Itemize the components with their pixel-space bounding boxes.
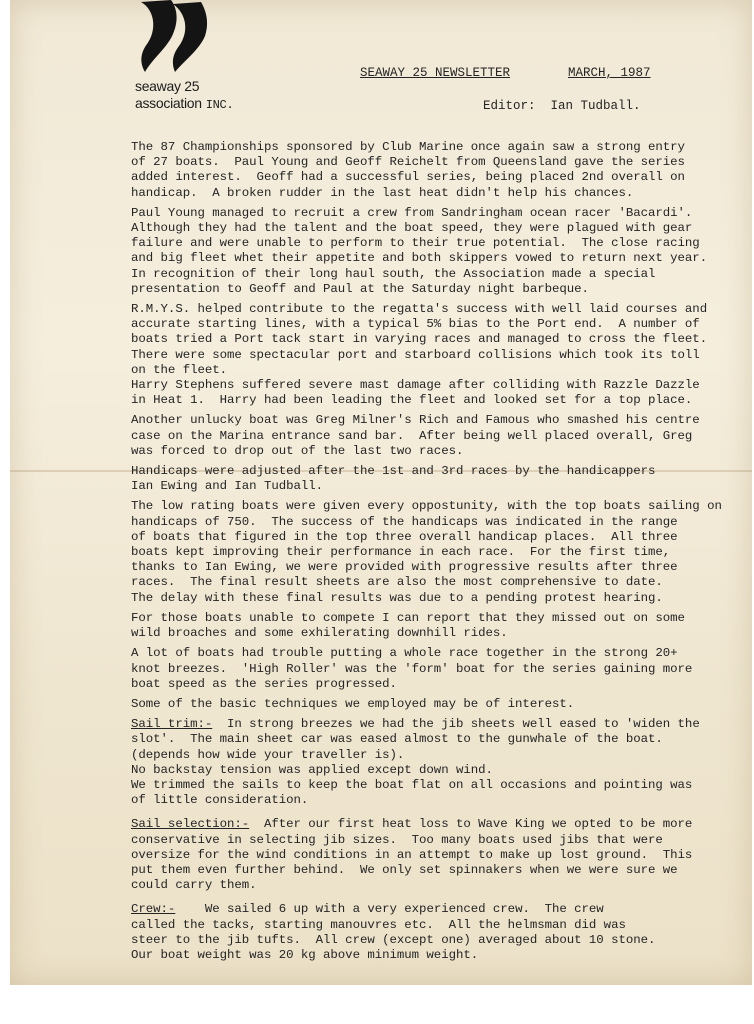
text-line: For those boats unable to compete I can report that they missed out on some [131,610,685,625]
section-text: After our first heat loss to Wave King we opted to be more [249,817,693,832]
text-line: and big fleet whet their appetite and both skippers vowed to return next year. [131,251,708,266]
newsletter-date: MARCH, 1987 [568,66,651,80]
paragraph [131,140,743,201]
text-line: R.M.Y.S. helped contribute to the regatta's success with well laid courses and [131,302,708,317]
section-heading: Sail selection:- [131,817,250,832]
text-line [131,817,743,832]
text-line: handicaps of 750. The success of the handicaps was indicated in the range [131,514,678,529]
text-line: boat speed as the series progressed. [131,676,397,691]
text-line: We trimmed the sails to keep the boat flat on all occasions and pointing was [131,777,693,792]
text-line: A lot of boats had trouble putting a whole race together in the strong 20+ [131,646,678,661]
text-line: conservative in selecting jib sizes. Too many boats used jibs that were [131,832,663,847]
text-line: of 27 boats. Paul Young and Geoff Reichelt from Queensland gave the series [131,155,685,170]
text-line: There were some spectacular port and starboard collisions which took its toll [131,347,700,362]
text-line: presentation to Geoff and Paul at the Saturday night barbeque. [131,281,589,296]
editor-label: Editor: [483,99,536,113]
text-line: case on the Marina entrance sand bar. After being well placed overall, Greg [131,428,693,443]
paragraph [131,302,743,408]
text-line: knot breezes. 'High Roller' was the 'form' boat for the series gaining more [131,661,693,676]
paragraph [131,413,743,459]
technique-section [131,717,743,808]
text-line: wild broaches and some exhilerating downhill rides. [131,626,508,641]
text-line: Another unlucky boat was Greg Milner's Rich and Famous who smashed his centre [131,413,700,428]
paragraph [131,611,743,641]
logo-line-2: association [135,95,202,111]
newsletter-title: SEAWAY 25 NEWSLETTER [360,66,511,80]
text-line: handicap. A broken rudder in the last heat didn't help his chances. [131,185,634,200]
text-line: could carry them. [131,878,257,893]
text-line: thanks to Ian Ewing, we were provided with progressive results after three [131,560,678,575]
text-line [131,717,743,732]
technique-section [131,817,743,893]
text-line: Ian Ewing and Ian Tudball. [131,479,324,494]
text-line: Handicaps were adjusted after the 1st and 3rd races by the handicappers [131,464,656,479]
section-heading: Sail trim:- [131,717,213,732]
paragraph [131,464,743,494]
text-line: Paul Young managed to recruit a crew from Sandringham ocean racer 'Bacardi'. [131,205,693,220]
logo-inc: INC. [205,98,234,112]
section-text: We sailed 6 up with a very experienced crew. The crew [175,902,604,917]
logo-line-1: seaway 25 [135,78,200,94]
text-line: (depends how wide your traveller is). [131,747,405,762]
text-line: of boats that figured in the top three overall handicap places. All three [131,529,678,544]
article-body [131,140,743,972]
text-line: boats kept improving their performance in each race. For the first time, [131,545,671,560]
text-line: The delay with these final results was due to a pending protest hearing. [131,590,663,605]
text-line: Some of the basic techniques we employed may be of interest. [131,696,575,711]
section-heading: Crew:- [131,902,176,917]
text-line: oversize for the wind conditions in an attempt to make up lost ground. This [131,847,693,862]
seaway-logo-icon [133,0,213,80]
text-line: in Heat 1. Harry had been leading the fleet and looked set for a top place. [131,393,693,408]
editor-line [483,99,641,113]
text-line: of little consideration. [131,793,309,808]
paragraph [131,646,743,692]
text-line: failure and were unable to perform to their true potential. The close racing [131,236,700,251]
text-line: added interest. Geoff had a successful series, being placed 2nd overall on [131,170,685,185]
text-line: No backstay tension was applied except down wind. [131,762,493,777]
text-line: The 87 Championships sponsored by Club Marine once again saw a strong entry [131,140,685,154]
text-line [131,902,743,917]
paragraph [131,697,743,712]
text-line: Although they had the talent and the boat speed, they were plagued with gear [131,221,693,236]
text-line: slot'. The main sheet car was eased almost to the gunwhale of the boat. [131,732,663,747]
section-text: In strong breezes we had the jib sheets well eased to 'widen the [212,717,700,732]
association-name [135,78,233,114]
text-line: steer to the jib tufts. All crew (except one) averaged about 10 stone. [131,932,656,947]
text-line: In recognition of their long haul south, the Association made a special [131,266,656,281]
technique-section [131,902,743,963]
text-line: accurate starting lines, with a typical 5% bias to the Port end. A number of [131,317,700,332]
text-line: called the tacks, starting manouvres etc. All the helmsman did was [131,917,626,932]
text-line: on the fleet. [131,362,228,377]
text-line: races. The final result sheets are also the most comprehensive to date. [131,575,663,590]
text-line: put them even further behind. We only set spinnakers when we were sure we [131,862,678,877]
text-line: The low rating boats were given every oppostunity, with the top boats sailing on [131,499,722,514]
paragraph [131,206,743,297]
text-line: boats tried a Port tack start in varying races and managed to cross the fleet. [131,332,708,347]
text-line: was forced to drop out of the last two races. [131,443,464,458]
text-line: Harry Stephens suffered severe mast damage after colliding with Razzle Dazzle [131,378,700,393]
text-line: Our boat weight was 20 kg above minimum weight. [131,947,479,962]
editor-name: Ian Tudball. [550,99,641,113]
paragraph [131,499,743,605]
